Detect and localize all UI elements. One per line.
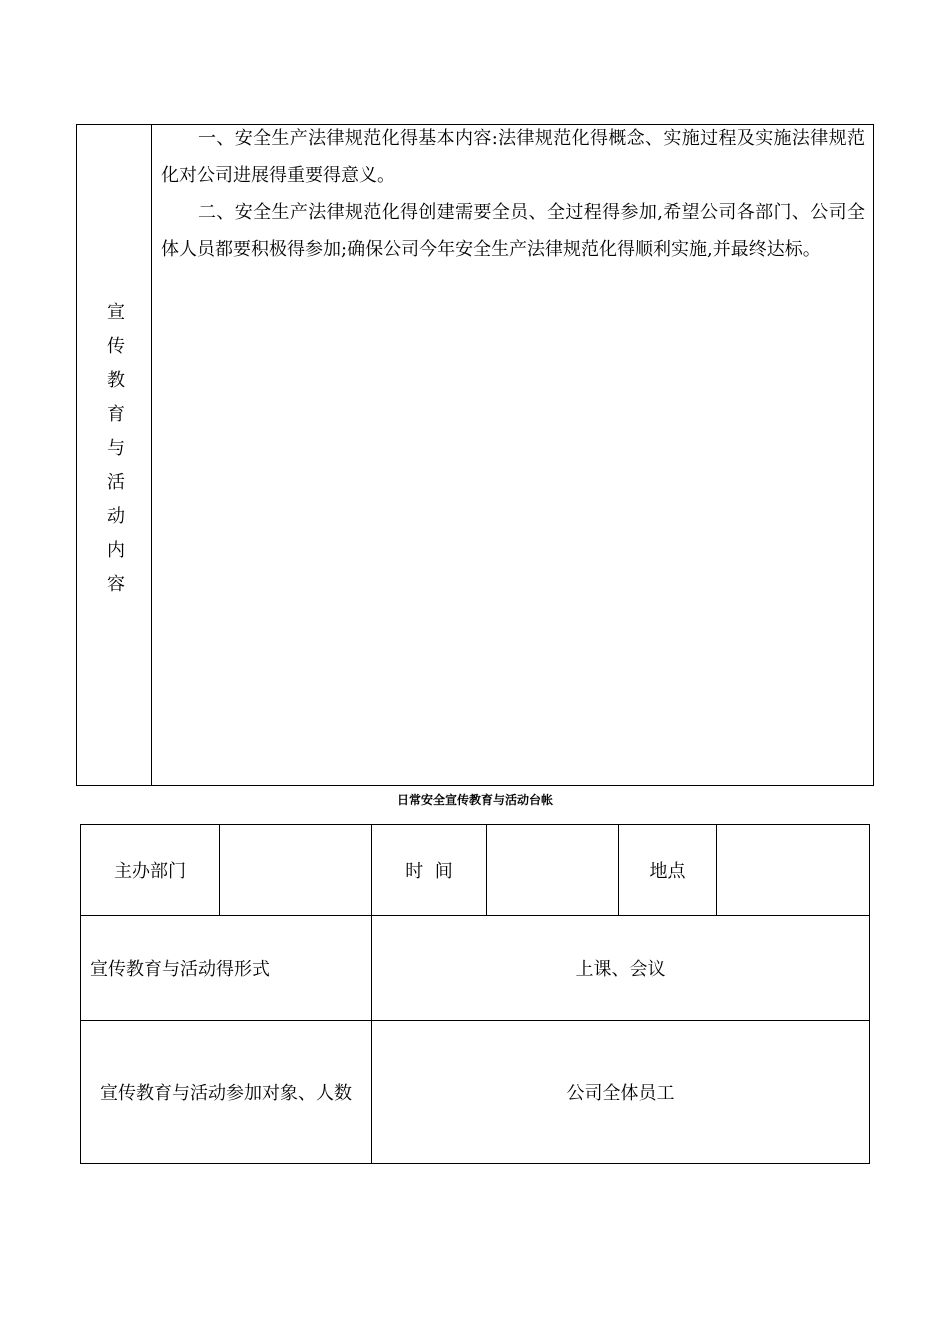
participants-value[interactable]: 公司全体员工 (566, 1083, 675, 1104)
time-value[interactable] (487, 825, 618, 915)
participants-label: 宣传教育与活动参加对象、人数 (100, 1083, 352, 1104)
form-value[interactable]: 上课、会议 (575, 959, 666, 980)
ledger-table (80, 824, 870, 1164)
organizer-label: 主办部门 (114, 861, 186, 882)
content-table (76, 124, 874, 786)
ledger-title: 日常安全宣传教育与活动台帐 (396, 793, 553, 807)
content-paragraph-2: 二、安全生产法律规范化得创建需要全员、全过程得参加,希望公司各部门、公司全体人员都要积极得参加;确保公司今年安全生产法律规范化得顺利实施,并最终达标。 (161, 202, 865, 260)
form-label: 宣传教育与活动得形式 (90, 959, 270, 980)
place-value[interactable] (717, 825, 869, 915)
content-body-cell (153, 125, 873, 785)
content-label-cell (77, 125, 152, 785)
organizer-value[interactable] (220, 825, 371, 915)
content-label: 宣传教育与活动内容 (104, 302, 125, 608)
time-label: 时 间 (405, 861, 453, 882)
place-label: 地点 (649, 861, 686, 882)
content-paragraph-1: 一、安全生产法律规范化得基本内容:法律规范化得概念、实施过程及实施法律规范化对公司进展得重要得意义。 (161, 128, 865, 186)
